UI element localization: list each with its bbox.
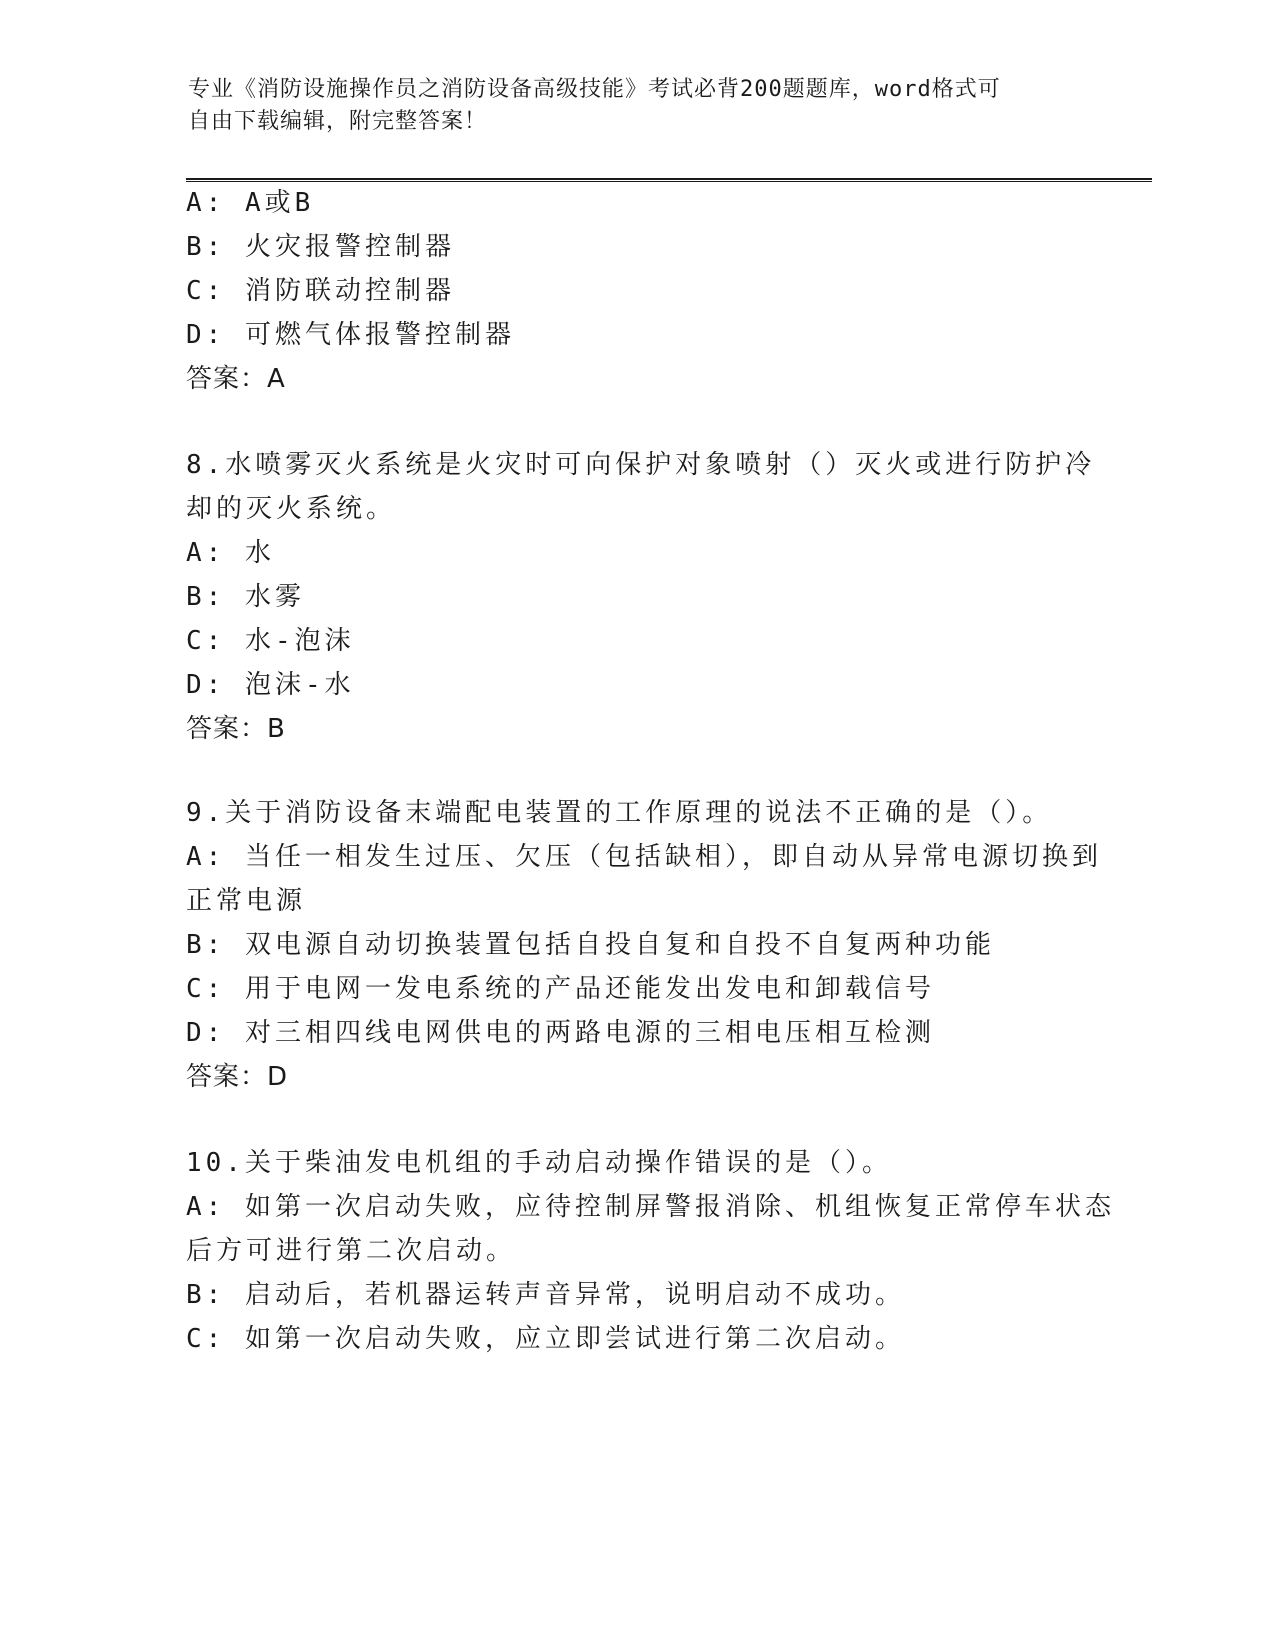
q8-stem-line-1: 8.水喷雾灭火系统是火灾时可向保护对象喷射（）灭火或进行防护冷 [186, 450, 1096, 480]
q9-option-a-line-1: A: 当任一相发生过压、欠压（包括缺相），即自动从异常电源切换到 [186, 842, 1102, 872]
q10-option-c: C: 如第一次启动失败，应立即尝试进行第二次启动。 [186, 1324, 905, 1354]
q8-option-c: C: 水-泡沫 [186, 626, 355, 656]
q9-answer: 答案：D [186, 1062, 289, 1092]
q7-option-c: C: 消防联动控制器 [186, 276, 455, 306]
q7-answer: 答案：A [186, 364, 286, 394]
header-divider [186, 178, 1152, 182]
q8-stem-line-2: 却的灭火系统。 [186, 494, 397, 524]
q7-option-d: D: 可燃气体报警控制器 [186, 320, 515, 350]
q9-option-d: D: 对三相四线电网供电的两路电源的三相电压相互检测 [186, 1018, 935, 1048]
document-header [188, 74, 1068, 138]
q9-option-a-line-2: 正常电源 [186, 886, 307, 916]
header-line-1: 专业《消防设施操作员之消防设备高级技能》考试必背200题题库，word格式可 [188, 77, 1001, 102]
q8-option-b: B: 水雾 [186, 582, 305, 612]
q8-option-d: D: 泡沫-水 [186, 670, 355, 700]
header-line-2: 自由下载编辑，附完整答案！ [188, 109, 488, 134]
q9-stem: 9.关于消防设备末端配电装置的工作原理的说法不正确的是（）。 [186, 798, 1053, 828]
q10-stem: 10.关于柴油发电机组的手动启动操作错误的是（）。 [186, 1148, 892, 1178]
q10-option-a-line-2: 后方可进行第二次启动。 [186, 1236, 517, 1266]
q8-option-a: A: 水 [186, 538, 275, 568]
q7-option-b: B: 火灾报警控制器 [186, 232, 455, 262]
q7-option-a: A: A或B [186, 188, 315, 218]
q9-option-c: C: 用于电网一发电系统的产品还能发出发电和卸载信号 [186, 974, 935, 1004]
q9-option-b: B: 双电源自动切换装置包括自投自复和自投不自复两种功能 [186, 930, 995, 960]
q10-option-a-line-1: A: 如第一次启动失败，应待控制屏警报消除、机组恢复正常停车状态 [186, 1192, 1115, 1222]
q8-answer: 答案：B [186, 714, 286, 744]
q10-option-b: B: 启动后，若机器运转声音异常，说明启动不成功。 [186, 1280, 905, 1310]
